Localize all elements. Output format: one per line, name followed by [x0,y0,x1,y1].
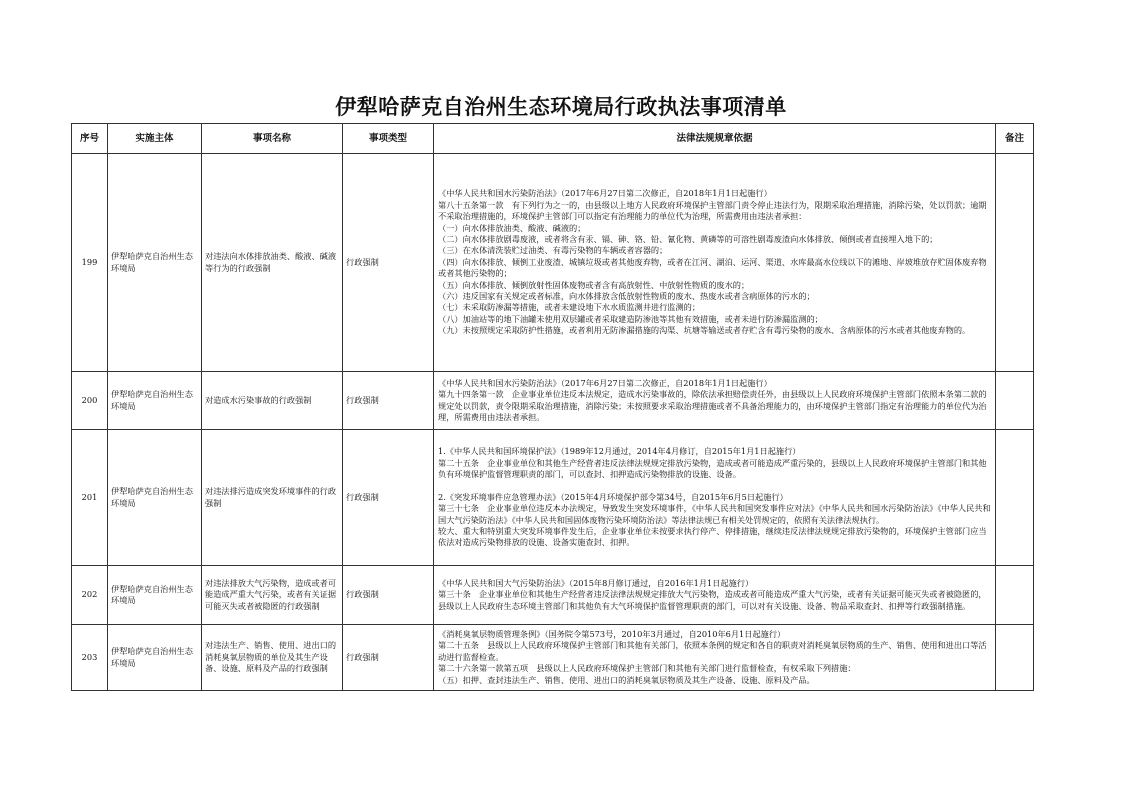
row-type: 行政强制 [343,372,434,430]
row-note [996,430,1034,566]
table-row [72,625,1034,691]
header-no: 序号 [72,124,108,154]
row-basis: 《中华人民共和国水污染防治法》（2017年6月27日第二次修正，自2018年1月1日起施行） 第九十四条第一款 企业事业单位违反本法规定，造成水污染事故的，除依法承担赔偿责任外，由县级以上人民政府环境保护主管部门依照本条第二款的规定处以罚款，责令限期采取治理措施，消除污染；未按照要求采取治理措施或者不具备治理能力的，由环境保护主管部门指定有治理能力的单位代为治理，所需费用由违法者承担。 [434,372,996,430]
header-subject: 实施主体 [108,124,202,154]
row-subject: 伊犁哈萨克自治州生态环境局 [108,154,202,372]
row-item: 对造成水污染事故的行政强制 [202,372,343,430]
row-no: 200 [72,372,108,430]
row-basis: 1.《中华人民共和国环境保护法》（1989年12月通过，2014年4月修订，自2015年1月1日起施行） 第二十五条 企业事业单位和其他生产经营者违反法律法规规定排放污染物，造成或者可能造成严重污染的，县级以上人民政府环境保护主管部门和其他负有环境保护监督管理职责的部门，可以查封、扣押造成污染物排放的设施、设备。 2.《突发环境事件应急管理办法》（2015年4月环境保护部令第34号，自2015年6月5日起施行） 第三十七条 企业事业单位违反本办法规定，导致发生突发环境事件，《中华人民共和国突发事件应对法》《中华人民共和国水污染防治法》《中华人民共和国大气污染防治法》《中华人民共和国固体废物污染环境防治法》等法律法规已有相关处罚规定的，依照有关法律法规执行。 较大、重大和特别重大突发环境事件发生后，企业事业单位未按要求执行停产、停排措施，继续违反法律法规规定排放污染物的，环境保护主管部门应当依法对造成污染物排放的设施、设备实施查封、扣押。 [434,430,996,566]
table-row [72,430,1034,566]
row-subject: 伊犁哈萨克自治州生态环境局 [108,566,202,625]
row-basis: 《中华人民共和国大气污染防治法》（2015年8月修订通过，自2016年1月1日起施行） 第三十条 企业事业单位和其他生产经营者违反法律法规规定排放大气污染物，造成或者可能造成严重大气污染，或者有关证据可能灭失或者被隐匿的，县级以上人民政府生态环境主管部门和其他负有大气环境保护监督管理职责的部门，可以对有关设施、设备、物品采取查封、扣押等行政强制措施。 [434,566,996,625]
row-type: 行政强制 [343,566,434,625]
page-title: 伊犁哈萨克自治州生态环境局行政执法事项清单 [335,94,787,119]
row-note [996,566,1034,625]
header-basis: 法律法规规章依据 [434,124,996,154]
row-note [996,154,1034,372]
row-type: 行政强制 [343,430,434,566]
row-item: 对违法向水体排放油类、酸液、碱液等行为的行政强制 [202,154,343,372]
header-note: 备注 [996,124,1034,154]
row-subject: 伊犁哈萨克自治州生态环境局 [108,625,202,691]
row-item: 对违法排放大气污染物，造成或者可能造成严重大气污染，或者有关证据可能灭失或者被隐匿的行政强制 [202,566,343,625]
row-type: 行政强制 [343,154,434,372]
row-type: 行政强制 [343,625,434,691]
table-row [72,566,1034,625]
row-no: 201 [72,430,108,566]
header-item: 事项名称 [202,124,343,154]
row-basis: 《中华人民共和国水污染防治法》（2017年6月27日第二次修正，自2018年1月1日起施行） 第八十五条第一款 有下列行为之一的，由县级以上地方人民政府环境保护主管部门责令停止违法行为，限期采取治理措施，消除污染，处以罚款；逾期不采取治理措施的，环境保护主管部门可以指定有治理能力的单位代为治理，所需费用由违法者承担： （一）向水体排放油类、酸液、碱液的； （二）向水体排放剧毒废液，或者将含有汞、镉、砷、铬、铅、氰化物、黄磷等的可溶性剧毒废渣向水体排放、倾倒或者直接埋入地下的； （三）在水体清洗装贮过油类、有毒污染物的车辆或者容器的； （四）向水体排放、倾倒工业废渣、城镇垃圾或者其他废弃物，或者在江河、湖泊、运河、渠道、水库最高水位线以下的滩地、岸坡堆放存贮固体废弃物或者其他污染物的； （五）向水体排放、倾倒放射性固体废物或者含有高放射性、中放射性物质的废水的； （六）违反国家有关规定或者标准，向水体排放含低放射性物质的废水、热废水或者含病原体的污水的； （七）未采取防渗漏等措施，或者未建设地下水水质监测井进行监测的； （八）加油站等的地下油罐未使用双层罐或者采取建造防渗池等其他有效措施，或者未进行防渗漏监测的； （九）未按照规定采取防护性措施，或者利用无防渗漏措施的沟渠、坑塘等输送或者存贮含有毒污染物的废水、含病原体的污水或者其他废弃物的。 [434,154,996,372]
row-no: 203 [72,625,108,691]
row-basis: 《消耗臭氧层物质管理条例》（国务院令第573号，2010年3月通过，自2010年6月1日起施行） 第二十五条 县级以上人民政府环境保护主管部门和其他有关部门，依照本条例的规定和各自的职责对消耗臭氧层物质的生产、销售、使用和进出口等活动进行监督检查。 第二十六条第一款第五项 县级以上人民政府环境保护主管部门和其他有关部门进行监督检查，有权采取下列措施： （五）扣押、查封违法生产、销售、使用、进出口的消耗臭氧层物质及其生产设备、设施、原料及产品。 [434,625,996,691]
table-header-row [72,124,1034,154]
row-no: 199 [72,154,108,372]
table-row [72,372,1034,430]
row-item: 对违法排污造成突发环境事件的行政强制 [202,430,343,566]
row-note [996,625,1034,691]
row-note [996,372,1034,430]
row-subject: 伊犁哈萨克自治州生态环境局 [108,430,202,566]
row-no: 202 [72,566,108,625]
table-row [72,154,1034,372]
row-subject: 伊犁哈萨克自治州生态环境局 [108,372,202,430]
row-item: 对违法生产、销售、使用、进出口的消耗臭氧层物质的单位及其生产设备、设施、原料及产品的行政强制 [202,625,343,691]
enforcement-table [71,123,1034,691]
header-type: 事项类型 [343,124,434,154]
